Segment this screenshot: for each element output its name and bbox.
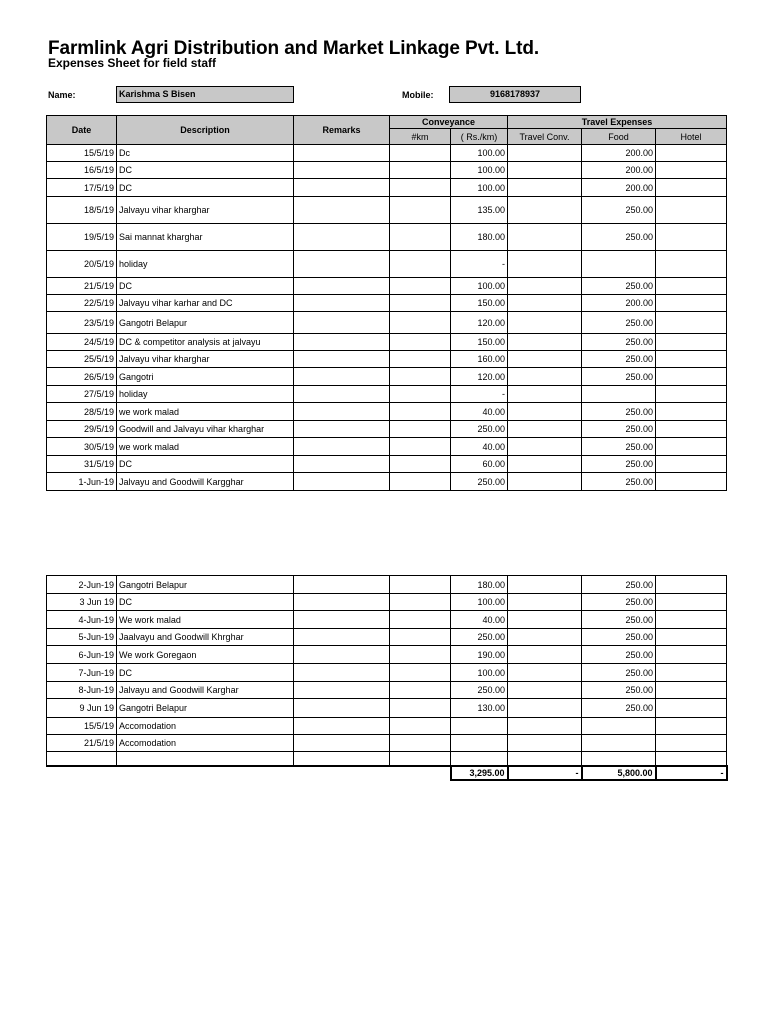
row-remarks	[294, 752, 390, 766]
col-conveyance: Conveyance	[390, 116, 508, 129]
row-remarks	[294, 197, 390, 224]
sheet-subtitle: Expenses Sheet for field staff	[48, 56, 217, 70]
row-conveyance-rs: 100.00	[451, 664, 508, 682]
row-conveyance-rs: 100.00	[451, 278, 508, 295]
row-km	[390, 682, 451, 699]
row-remarks	[294, 224, 390, 251]
row-hotel	[656, 735, 727, 752]
row-km	[390, 594, 451, 611]
row-description: Gangotri Belapur	[117, 312, 294, 334]
row-date	[47, 752, 117, 766]
table-row	[47, 278, 727, 295]
row-travel-conv	[508, 334, 582, 351]
table-row	[47, 664, 727, 682]
table-row	[47, 718, 727, 735]
table-row	[47, 456, 727, 473]
row-food: 250.00	[582, 438, 656, 456]
row-remarks	[294, 251, 390, 278]
row-description	[117, 752, 294, 766]
row-remarks	[294, 576, 390, 594]
row-remarks	[294, 403, 390, 421]
row-travel-conv	[508, 718, 582, 735]
row-hotel	[656, 312, 727, 334]
col-remarks: Remarks	[294, 116, 390, 145]
row-date: 23/5/19	[47, 312, 117, 334]
row-conveyance-rs: 250.00	[451, 473, 508, 491]
row-date: 30/5/19	[47, 438, 117, 456]
row-travel-conv	[508, 403, 582, 421]
row-travel-conv	[508, 646, 582, 664]
row-travel-conv	[508, 594, 582, 611]
row-food: 250.00	[582, 197, 656, 224]
row-food: 200.00	[582, 295, 656, 312]
table-row	[47, 334, 727, 351]
row-remarks	[294, 438, 390, 456]
row-hotel	[656, 664, 727, 682]
row-km	[390, 718, 451, 735]
table-row	[47, 251, 727, 278]
name-label: Name:	[48, 90, 76, 100]
row-remarks	[294, 334, 390, 351]
row-food: 250.00	[582, 421, 656, 438]
row-date: 27/5/19	[47, 386, 117, 403]
table-row	[47, 611, 727, 629]
col-rate: ( Rs./km)	[451, 129, 508, 145]
row-description: Dc	[117, 145, 294, 162]
row-description: DC & competitor analysis at jalvayu	[117, 334, 294, 351]
row-km	[390, 197, 451, 224]
row-travel-conv	[508, 312, 582, 334]
row-hotel	[656, 295, 727, 312]
row-remarks	[294, 664, 390, 682]
row-date: 8-Jun-19	[47, 682, 117, 699]
row-conveyance-rs: 120.00	[451, 312, 508, 334]
row-remarks	[294, 386, 390, 403]
row-description: DC	[117, 664, 294, 682]
row-food: 250.00	[582, 611, 656, 629]
row-food: 200.00	[582, 179, 656, 197]
row-km	[390, 312, 451, 334]
row-food: 250.00	[582, 403, 656, 421]
row-description: DC	[117, 456, 294, 473]
row-hotel	[656, 629, 727, 646]
row-conveyance-rs: 150.00	[451, 334, 508, 351]
row-hotel	[656, 421, 727, 438]
row-km	[390, 179, 451, 197]
row-hotel	[656, 576, 727, 594]
row-food: 250.00	[582, 473, 656, 491]
row-description: we work malad	[117, 438, 294, 456]
row-hotel	[656, 278, 727, 295]
row-km	[390, 473, 451, 491]
row-hotel	[656, 162, 727, 179]
row-km	[390, 251, 451, 278]
row-conveyance-rs: 120.00	[451, 368, 508, 386]
row-km	[390, 629, 451, 646]
row-description: Jalvayu and Goodwill Kargghar	[117, 473, 294, 491]
row-remarks	[294, 295, 390, 312]
row-travel-conv	[508, 421, 582, 438]
table-row	[47, 438, 727, 456]
row-date: 21/5/19	[47, 735, 117, 752]
row-food: 250.00	[582, 312, 656, 334]
col-description: Description	[117, 116, 294, 145]
table-row	[47, 351, 727, 368]
row-date: 4-Jun-19	[47, 611, 117, 629]
row-remarks	[294, 456, 390, 473]
table-row	[47, 473, 727, 491]
row-km	[390, 145, 451, 162]
row-food	[582, 718, 656, 735]
row-conveyance-rs: 60.00	[451, 456, 508, 473]
row-km	[390, 735, 451, 752]
row-food: 200.00	[582, 162, 656, 179]
row-conveyance-rs: 100.00	[451, 594, 508, 611]
table-row	[47, 576, 727, 594]
row-conveyance-rs	[451, 718, 508, 735]
row-remarks	[294, 278, 390, 295]
row-description: holiday	[117, 386, 294, 403]
row-description: Gangotri	[117, 368, 294, 386]
row-date: 9 Jun 19	[47, 699, 117, 718]
row-date: 26/5/19	[47, 368, 117, 386]
row-hotel	[656, 473, 727, 491]
row-date: 18/5/19	[47, 197, 117, 224]
row-travel-conv	[508, 145, 582, 162]
expenses-table-main	[46, 115, 727, 491]
row-description: Gangotri Belapur	[117, 699, 294, 718]
row-food: 250.00	[582, 278, 656, 295]
table-row	[47, 403, 727, 421]
company-title: Farmlink Agri Distribution and Market Linkage Pvt. Ltd.	[48, 38, 540, 59]
table-row	[47, 421, 727, 438]
row-date: 5-Jun-19	[47, 629, 117, 646]
row-travel-conv	[508, 295, 582, 312]
row-conveyance-rs	[451, 752, 508, 766]
row-description: DC	[117, 179, 294, 197]
row-remarks	[294, 611, 390, 629]
row-travel-conv	[508, 278, 582, 295]
row-food: 250.00	[582, 594, 656, 611]
row-km	[390, 421, 451, 438]
col-food: Food	[582, 129, 656, 145]
row-food: 250.00	[582, 224, 656, 251]
row-remarks	[294, 735, 390, 752]
table-row	[47, 752, 727, 766]
row-conveyance-rs: 250.00	[451, 682, 508, 699]
row-date: 29/5/19	[47, 421, 117, 438]
row-food	[582, 251, 656, 278]
row-km	[390, 646, 451, 664]
row-hotel	[656, 386, 727, 403]
row-food	[582, 386, 656, 403]
row-food: 250.00	[582, 682, 656, 699]
row-date: 17/5/19	[47, 179, 117, 197]
table-row	[47, 646, 727, 664]
col-travel-conv: Travel Conv.	[508, 129, 582, 145]
total-hotel: -	[656, 766, 727, 780]
table-row	[47, 594, 727, 611]
table-row	[47, 386, 727, 403]
row-km	[390, 403, 451, 421]
row-description: Jalvayu vihar karhar and DC	[117, 295, 294, 312]
row-km	[390, 699, 451, 718]
col-km: #km	[390, 129, 451, 145]
row-description: Accomodation	[117, 718, 294, 735]
row-conveyance-rs: 130.00	[451, 699, 508, 718]
row-hotel	[656, 197, 727, 224]
row-conveyance-rs	[451, 735, 508, 752]
row-food: 250.00	[582, 456, 656, 473]
row-date: 22/5/19	[47, 295, 117, 312]
table-row	[47, 682, 727, 699]
mobile-value: 9168178937	[449, 86, 581, 103]
row-conveyance-rs: 250.00	[451, 629, 508, 646]
row-food	[582, 735, 656, 752]
row-food: 250.00	[582, 646, 656, 664]
row-date: 3 Jun 19	[47, 594, 117, 611]
row-hotel	[656, 646, 727, 664]
col-date: Date	[47, 116, 117, 145]
row-travel-conv	[508, 699, 582, 718]
row-date: 25/5/19	[47, 351, 117, 368]
table-row	[47, 295, 727, 312]
row-food: 250.00	[582, 664, 656, 682]
row-food: 250.00	[582, 351, 656, 368]
row-hotel	[656, 224, 727, 251]
row-hotel	[656, 456, 727, 473]
row-description: Accomodation	[117, 735, 294, 752]
table-row	[47, 735, 727, 752]
row-conveyance-rs: 250.00	[451, 421, 508, 438]
row-travel-conv	[508, 197, 582, 224]
row-conveyance-rs: -	[451, 251, 508, 278]
row-travel-conv	[508, 179, 582, 197]
total-food: 5,800.00	[582, 766, 656, 780]
row-remarks	[294, 473, 390, 491]
row-remarks	[294, 368, 390, 386]
row-conveyance-rs: 180.00	[451, 576, 508, 594]
row-conveyance-rs: 100.00	[451, 145, 508, 162]
row-food: 250.00	[582, 334, 656, 351]
table-row	[47, 699, 727, 718]
row-conveyance-rs: 135.00	[451, 197, 508, 224]
row-conveyance-rs: 180.00	[451, 224, 508, 251]
row-description: We work Goregaon	[117, 646, 294, 664]
col-hotel: Hotel	[656, 129, 727, 145]
row-travel-conv	[508, 162, 582, 179]
row-remarks	[294, 421, 390, 438]
row-km	[390, 438, 451, 456]
row-km	[390, 386, 451, 403]
row-food: 250.00	[582, 576, 656, 594]
col-travel-expenses: Travel Expenses	[508, 116, 727, 129]
row-remarks	[294, 145, 390, 162]
row-travel-conv	[508, 251, 582, 278]
row-date: 15/5/19	[47, 145, 117, 162]
row-description: Jaalvayu and Goodwill Khrghar	[117, 629, 294, 646]
table-row	[47, 197, 727, 224]
row-date: 24/5/19	[47, 334, 117, 351]
row-hotel	[656, 403, 727, 421]
row-km	[390, 295, 451, 312]
row-km	[390, 752, 451, 766]
table-row	[47, 312, 727, 334]
row-travel-conv	[508, 629, 582, 646]
name-value: Karishma S Bisen	[116, 86, 294, 103]
row-description: DC	[117, 594, 294, 611]
row-remarks	[294, 699, 390, 718]
row-description: Sai mannat kharghar	[117, 224, 294, 251]
total-conveyance: 3,295.00	[451, 766, 508, 780]
row-travel-conv	[508, 735, 582, 752]
row-remarks	[294, 629, 390, 646]
row-travel-conv	[508, 456, 582, 473]
row-km	[390, 162, 451, 179]
row-travel-conv	[508, 664, 582, 682]
row-date: 2-Jun-19	[47, 576, 117, 594]
mobile-label: Mobile:	[402, 90, 434, 100]
row-km	[390, 576, 451, 594]
row-description: Jalvayu vihar kharghar	[117, 197, 294, 224]
row-hotel	[656, 718, 727, 735]
row-description: holiday	[117, 251, 294, 278]
row-remarks	[294, 646, 390, 664]
row-date: 28/5/19	[47, 403, 117, 421]
row-conveyance-rs: 100.00	[451, 162, 508, 179]
row-conveyance-rs: 150.00	[451, 295, 508, 312]
table-row	[47, 145, 727, 162]
row-hotel	[656, 594, 727, 611]
row-conveyance-rs: 40.00	[451, 403, 508, 421]
row-travel-conv	[508, 752, 582, 766]
row-description: We work malad	[117, 611, 294, 629]
row-travel-conv	[508, 386, 582, 403]
table-row	[47, 179, 727, 197]
row-conveyance-rs: -	[451, 386, 508, 403]
row-km	[390, 456, 451, 473]
row-km	[390, 278, 451, 295]
row-hotel	[656, 179, 727, 197]
table-row	[47, 224, 727, 251]
row-km	[390, 224, 451, 251]
table-row	[47, 368, 727, 386]
row-conveyance-rs: 100.00	[451, 179, 508, 197]
row-km	[390, 368, 451, 386]
row-date: 19/5/19	[47, 224, 117, 251]
row-travel-conv	[508, 611, 582, 629]
row-remarks	[294, 179, 390, 197]
row-description: Jalvayu and Goodwill Karghar	[117, 682, 294, 699]
row-food: 200.00	[582, 145, 656, 162]
row-food: 250.00	[582, 629, 656, 646]
row-date: 21/5/19	[47, 278, 117, 295]
row-remarks	[294, 312, 390, 334]
row-date: 16/5/19	[47, 162, 117, 179]
row-description: DC	[117, 162, 294, 179]
row-hotel	[656, 752, 727, 766]
row-km	[390, 611, 451, 629]
row-description: we work malad	[117, 403, 294, 421]
row-food	[582, 752, 656, 766]
row-date: 20/5/19	[47, 251, 117, 278]
row-hotel	[656, 145, 727, 162]
table-row	[47, 629, 727, 646]
row-hotel	[656, 699, 727, 718]
row-km	[390, 664, 451, 682]
table-row	[47, 162, 727, 179]
row-date: 1-Jun-19	[47, 473, 117, 491]
row-conveyance-rs: 190.00	[451, 646, 508, 664]
row-hotel	[656, 682, 727, 699]
row-date: 6-Jun-19	[47, 646, 117, 664]
row-remarks	[294, 351, 390, 368]
row-date: 15/5/19	[47, 718, 117, 735]
row-hotel	[656, 368, 727, 386]
row-hotel	[656, 251, 727, 278]
row-description: DC	[117, 278, 294, 295]
row-description: Goodwill and Jalvayu vihar kharghar	[117, 421, 294, 438]
row-hotel	[656, 611, 727, 629]
row-remarks	[294, 718, 390, 735]
expenses-table-continued	[46, 575, 728, 781]
row-description: Gangotri Belapur	[117, 576, 294, 594]
row-date: 31/5/19	[47, 456, 117, 473]
row-date: 7-Jun-19	[47, 664, 117, 682]
row-travel-conv	[508, 224, 582, 251]
row-hotel	[656, 351, 727, 368]
row-travel-conv	[508, 368, 582, 386]
row-remarks	[294, 682, 390, 699]
row-hotel	[656, 334, 727, 351]
row-travel-conv	[508, 438, 582, 456]
row-conveyance-rs: 40.00	[451, 611, 508, 629]
totals-row	[47, 766, 727, 780]
row-food: 250.00	[582, 368, 656, 386]
row-remarks	[294, 594, 390, 611]
row-travel-conv	[508, 473, 582, 491]
row-remarks	[294, 162, 390, 179]
row-travel-conv	[508, 351, 582, 368]
row-travel-conv	[508, 576, 582, 594]
row-conveyance-rs: 40.00	[451, 438, 508, 456]
row-km	[390, 334, 451, 351]
row-travel-conv	[508, 682, 582, 699]
row-description: Jalvayu vihar kharghar	[117, 351, 294, 368]
row-food: 250.00	[582, 699, 656, 718]
total-travel-conv: -	[508, 766, 582, 780]
row-km	[390, 351, 451, 368]
row-conveyance-rs: 160.00	[451, 351, 508, 368]
row-hotel	[656, 438, 727, 456]
